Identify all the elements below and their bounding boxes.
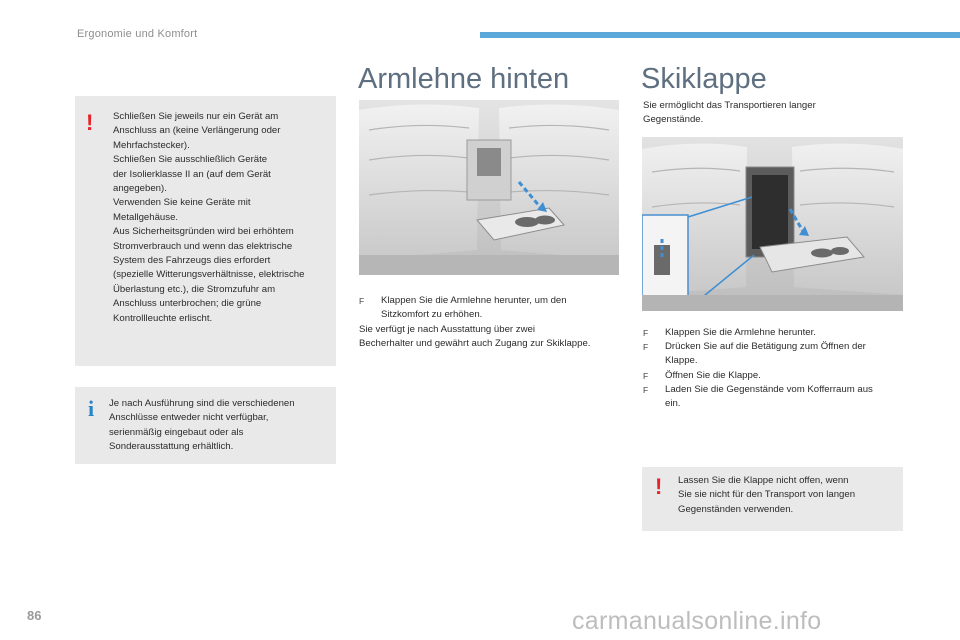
list-item: F Laden Sie die Gegenstände vom Kofferraum aus ein. — [643, 383, 873, 410]
list-item: F Drücken Sie auf die Betätigung zum Öffnen der Klappe. — [643, 341, 866, 367]
warning-line: Gegenständen verwenden. — [678, 503, 794, 515]
warning-line: Schließen Sie ausschließlich Geräte — [113, 154, 268, 166]
warning-line: Überlastung etc.), die Stromzufuhr am — [113, 283, 276, 295]
warning-line: angegeben). — [113, 183, 167, 195]
armrest-illustration — [359, 100, 619, 275]
warning-line: Verwenden Sie keine Geräte mit — [113, 197, 251, 209]
warning-line: Schließen Sie jeweils nur ein Gerät am — [113, 111, 279, 122]
armrest-steps — [359, 294, 621, 322]
page-number: 86 — [27, 608, 42, 623]
warning-line: der Isolierklasse II an (auf dem Gerät — [113, 168, 271, 180]
warning-line: Metallgehäuse. — [113, 211, 179, 223]
info-line: Anschlüsse entweder nicht verfügbar, — [109, 412, 269, 424]
warning-line: Anschluss an (keine Verlängerung oder — [113, 125, 281, 137]
info-line: Je nach Ausführung sind die verschiedenen — [109, 398, 295, 409]
warning-line: Mehrfachstecker). — [113, 139, 190, 151]
list-item: F Klappen Sie die Armlehne herunter. — [643, 326, 905, 340]
bullet-marker: F — [643, 328, 649, 338]
exclamation-icon: ! — [86, 110, 94, 135]
warning-line: Stromverbrauch und wenn das elektrische — [113, 240, 293, 252]
info-line: Sonderausstattung erhältlich. — [109, 441, 234, 453]
exclamation-icon: ! — [655, 474, 663, 499]
header-accent-bar — [480, 32, 960, 38]
ski-flap-steps — [643, 326, 905, 411]
ski-flap-illustration — [642, 137, 903, 311]
warning-line: Kontrollleuchte erlischt. — [113, 312, 213, 324]
ski-flap-title: Skiklappe — [641, 63, 767, 95]
list-item: F Klappen Sie die Armlehne herunter, um den Sitzkomfort zu erhöhen. — [359, 295, 567, 321]
ski-flap-photo — [642, 137, 903, 311]
armrest-title: Armlehne hinten — [358, 63, 570, 95]
bullet-marker: F — [643, 370, 649, 381]
info-box — [75, 387, 336, 464]
section-header: Ergonomie und Komfort — [77, 28, 198, 40]
bullet-marker: F — [643, 384, 649, 395]
warning-line: Aus Sicherheitsgründen wird bei erhöhtem — [113, 226, 294, 238]
watermark: carmanualsonline.info — [572, 607, 822, 635]
list-item: F Öffnen Sie die Klappe. — [643, 369, 905, 383]
warning-line: Lassen Sie die Klappe nicht offen, wenn — [678, 475, 849, 486]
warning-box — [642, 467, 903, 531]
warning-line: System des Fahrzeugs dies erfordert — [113, 255, 271, 267]
bullet-marker: F — [643, 342, 649, 353]
warning-box — [75, 96, 336, 366]
warning-line: (spezielle Witterungsverhältnisse, elektrische — [113, 269, 305, 281]
armrest-photo — [359, 100, 619, 275]
ski-flap-intro: Sie ermöglicht das Transportieren langer Gegenstände. — [643, 100, 816, 126]
bullet-marker: F — [359, 296, 365, 306]
info-line: serienmäßig eingebaut oder als — [109, 426, 244, 438]
warning-line: Sie sie nicht für den Transport von langen — [678, 489, 856, 501]
armrest-description: Sie verfügt je nach Ausstattung über zwei Becherhalter und gewährt auch Zugang zur Skiklappe. — [359, 324, 591, 350]
info-icon: i — [88, 396, 95, 421]
warning-line: Anschluss unterbrochen; die grüne — [113, 298, 262, 310]
